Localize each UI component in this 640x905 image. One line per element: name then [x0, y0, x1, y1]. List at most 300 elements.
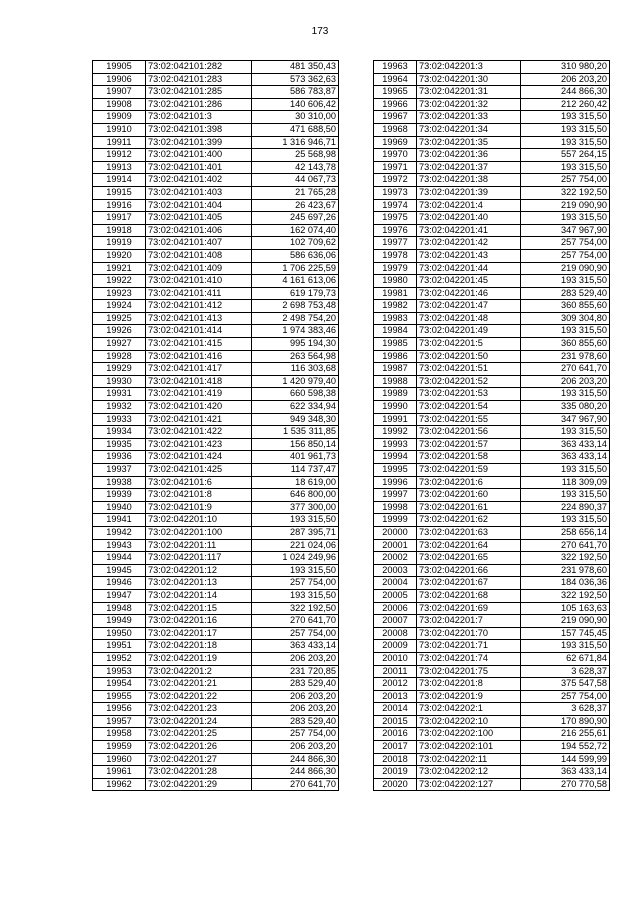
table-row: [374, 174, 610, 187]
table-row: [93, 640, 339, 653]
table-row: [93, 426, 339, 439]
cadastral-number: 73:02:042201:52: [417, 375, 521, 388]
cadastral-number: 73:02:042201:18: [146, 640, 252, 653]
table-row: [93, 464, 339, 477]
cadastral-number: 73:02:042201:15: [146, 602, 252, 615]
table-row: [374, 589, 610, 602]
table-row: [374, 401, 610, 414]
cadastral-value: 557 264,15: [521, 149, 610, 162]
cadastral-value: 1 420 979,40: [252, 375, 339, 388]
row-number: 19912: [93, 149, 146, 162]
cadastral-value: 257 754,00: [521, 237, 610, 250]
cadastral-number: 73:02:042201:11: [146, 539, 252, 552]
cadastral-value: 231 720,85: [252, 665, 339, 678]
cadastral-number: 73:02:042101:405: [146, 212, 252, 225]
cadastral-number: 73:02:042201:59: [417, 464, 521, 477]
cadastral-number: 73:02:042201:64: [417, 539, 521, 552]
table-row: [93, 388, 339, 401]
row-number: 19957: [93, 715, 146, 728]
table-row: [93, 778, 339, 791]
cadastral-number: 73:02:042201:60: [417, 489, 521, 502]
cadastral-number: 73:02:042201:41: [417, 224, 521, 237]
row-number: 19982: [374, 300, 417, 313]
cadastral-number: 73:02:042201:44: [417, 262, 521, 275]
row-number: 19927: [93, 338, 146, 351]
table-row: [93, 350, 339, 363]
row-number: 19935: [93, 438, 146, 451]
cadastral-number: 73:02:042201:67: [417, 577, 521, 590]
row-number: 19950: [93, 627, 146, 640]
cadastral-value: 1 706 225,59: [252, 262, 339, 275]
cadastral-value: 322 192,50: [521, 186, 610, 199]
cadastral-value: 206 203,20: [252, 741, 339, 754]
table-row: [374, 237, 610, 250]
row-number: 19923: [93, 287, 146, 300]
cadastral-number: 73:02:042101:406: [146, 224, 252, 237]
cadastral-value: 363 433,14: [252, 640, 339, 653]
table-row: [93, 199, 339, 212]
cadastral-number: 73:02:042201:54: [417, 401, 521, 414]
cadastral-number: 73:02:042201:12: [146, 564, 252, 577]
cadastral-number: 73:02:042201:71: [417, 640, 521, 653]
cadastral-value: 244 866,30: [521, 86, 610, 99]
row-number: 19971: [374, 161, 417, 174]
row-number: 19960: [93, 753, 146, 766]
table-row: [93, 212, 339, 225]
cadastral-value: 270 770,58: [521, 778, 610, 791]
cadastral-number: 73:02:042101:407: [146, 237, 252, 250]
row-number: 19937: [93, 464, 146, 477]
cadastral-value: 118 309,09: [521, 476, 610, 489]
cadastral-number: 73:02:042201:75: [417, 665, 521, 678]
cadastral-value: 2 698 753,48: [252, 300, 339, 313]
row-number: 19983: [374, 312, 417, 325]
cadastral-number: 73:02:042201:25: [146, 728, 252, 741]
row-number: 19919: [93, 237, 146, 250]
cadastral-value: 219 090,90: [521, 262, 610, 275]
row-number: 19959: [93, 741, 146, 754]
cadastral-number: 73:02:042201:38: [417, 174, 521, 187]
cadastral-value: 206 203,20: [521, 73, 610, 86]
cadastral-number: 73:02:042101:425: [146, 464, 252, 477]
table-row: [93, 401, 339, 414]
row-number: 19967: [374, 111, 417, 124]
cadastral-value: 322 192,50: [521, 589, 610, 602]
row-number: 19913: [93, 161, 146, 174]
cadastral-number: 73:02:042201:62: [417, 514, 521, 527]
row-number: 19990: [374, 401, 417, 414]
table-row: [93, 300, 339, 313]
cadastral-value: 244 866,30: [252, 753, 339, 766]
row-number: 19920: [93, 249, 146, 262]
row-number: 19907: [93, 86, 146, 99]
cadastral-number: 73:02:042101:400: [146, 149, 252, 162]
row-number: 20019: [374, 766, 417, 779]
table-row: [93, 111, 339, 124]
cadastral-value: 21 765,28: [252, 186, 339, 199]
table-row: [374, 489, 610, 502]
cadastral-value: 586 783,87: [252, 86, 339, 99]
cadastral-number: 73:02:042201:26: [146, 741, 252, 754]
row-number: 20017: [374, 741, 417, 754]
table-row: [374, 224, 610, 237]
cadastral-value: 102 709,62: [252, 237, 339, 250]
table-row: [374, 766, 610, 779]
row-number: 19905: [93, 61, 146, 74]
cadastral-value: 116 303,68: [252, 363, 339, 376]
cadastral-value: 270 641,70: [252, 778, 339, 791]
cadastral-number: 73:02:042201:19: [146, 652, 252, 665]
cadastral-number: 73:02:042201:14: [146, 589, 252, 602]
row-number: 19947: [93, 589, 146, 602]
cadastral-value: 193 315,50: [521, 388, 610, 401]
cadastral-value: 309 304,80: [521, 312, 610, 325]
row-number: 19955: [93, 690, 146, 703]
table-row: [93, 73, 339, 86]
table-row: [374, 413, 610, 426]
table-row: [374, 564, 610, 577]
cadastral-number: 73:02:042101:409: [146, 262, 252, 275]
cadastral-value: 4 161 613,06: [252, 275, 339, 288]
cadastral-value: 622 334,94: [252, 401, 339, 414]
row-number: 19973: [374, 186, 417, 199]
cadastral-value: 1 316 946,71: [252, 136, 339, 149]
table-row: [374, 363, 610, 376]
cadastral-number: 73:02:042202:12: [417, 766, 521, 779]
cadastral-number: 73:02:042201:40: [417, 212, 521, 225]
cadastral-number: 73:02:042201:56: [417, 426, 521, 439]
cadastral-number: 73:02:042201:9: [417, 690, 521, 703]
table-row: [374, 665, 610, 678]
table-row: [93, 325, 339, 338]
row-number: 20015: [374, 715, 417, 728]
table-row: [374, 325, 610, 338]
row-number: 19929: [93, 363, 146, 376]
cadastral-value: 206 203,20: [252, 652, 339, 665]
table-row: [374, 388, 610, 401]
table-row: [374, 741, 610, 754]
cadastral-value: 193 315,50: [521, 514, 610, 527]
table-row: [374, 338, 610, 351]
cadastral-value: 140 606,42: [252, 98, 339, 111]
cadastral-value: 221 024,06: [252, 539, 339, 552]
cadastral-value: 360 855,60: [521, 300, 610, 313]
cadastral-number: 73:02:042201:13: [146, 577, 252, 590]
row-number: 19916: [93, 199, 146, 212]
cadastral-number: 73:02:042202:127: [417, 778, 521, 791]
row-number: 19936: [93, 451, 146, 464]
row-number: 19909: [93, 111, 146, 124]
row-number: 19938: [93, 476, 146, 489]
cadastral-value: 1 535 311,85: [252, 426, 339, 439]
table-row: [93, 703, 339, 716]
cadastral-number: 73:02:042201:6: [417, 476, 521, 489]
cadastral-value: 193 315,50: [521, 325, 610, 338]
table-row: [93, 690, 339, 703]
table-row: [93, 665, 339, 678]
table-row: [374, 703, 610, 716]
cadastral-number: 73:02:042201:36: [417, 149, 521, 162]
cadastral-value: 231 978,60: [521, 564, 610, 577]
cadastral-value: 184 036,36: [521, 577, 610, 590]
row-number: 19968: [374, 123, 417, 136]
row-number: 20010: [374, 652, 417, 665]
cadastral-number: 73:02:042201:23: [146, 703, 252, 716]
cadastral-value: 1 974 383,46: [252, 325, 339, 338]
cadastral-number: 73:02:042101:413: [146, 312, 252, 325]
table-row: [374, 640, 610, 653]
cadastral-value: 586 636,06: [252, 249, 339, 262]
row-number: 19906: [93, 73, 146, 86]
row-number: 19997: [374, 489, 417, 502]
cadastral-value: 360 855,60: [521, 338, 610, 351]
cadastral-number: 73:02:042201:33: [417, 111, 521, 124]
row-number: 19915: [93, 186, 146, 199]
cadastral-number: 73:02:042101:417: [146, 363, 252, 376]
cadastral-number: 73:02:042101:423: [146, 438, 252, 451]
table-row: [93, 86, 339, 99]
cadastral-value: 3 628,37: [521, 703, 610, 716]
cadastral-number: 73:02:042101:403: [146, 186, 252, 199]
cadastral-value: 193 315,50: [521, 136, 610, 149]
cadastral-number: 73:02:042101:402: [146, 174, 252, 187]
cadastral-number: 73:02:042201:21: [146, 678, 252, 691]
cadastral-number: 73:02:042101:8: [146, 489, 252, 502]
row-number: 19975: [374, 212, 417, 225]
table-row: [93, 652, 339, 665]
row-number: 19962: [93, 778, 146, 791]
row-number: 20013: [374, 690, 417, 703]
table-row: [93, 438, 339, 451]
cadastral-value: 212 260,42: [521, 98, 610, 111]
table-row: [93, 413, 339, 426]
cadastral-number: 73:02:042101:282: [146, 61, 252, 74]
cadastral-value: 401 961,73: [252, 451, 339, 464]
table-row: [93, 275, 339, 288]
table-row: [374, 438, 610, 451]
table-row: [374, 375, 610, 388]
table-row: [93, 287, 339, 300]
cadastral-number: 73:02:042101:285: [146, 86, 252, 99]
cadastral-number: 73:02:042202:10: [417, 715, 521, 728]
cadastral-value: 283 529,40: [521, 287, 610, 300]
row-number: 19956: [93, 703, 146, 716]
row-number: 20000: [374, 526, 417, 539]
cadastral-value: 270 641,70: [521, 539, 610, 552]
cadastral-number: 73:02:042101:9: [146, 501, 252, 514]
table-row: [374, 161, 610, 174]
table-row: [374, 149, 610, 162]
table-row: [374, 526, 610, 539]
row-number: 20008: [374, 627, 417, 640]
table-row: [93, 741, 339, 754]
cadastral-value: 257 754,00: [521, 249, 610, 262]
cadastral-number: 73:02:042101:419: [146, 388, 252, 401]
cadastral-number: 73:02:042201:8: [417, 678, 521, 691]
cadastral-number: 73:02:042201:7: [417, 615, 521, 628]
cadastral-value: 157 745,45: [521, 627, 610, 640]
table-row: [93, 552, 339, 565]
row-number: 19925: [93, 312, 146, 325]
row-number: 19942: [93, 526, 146, 539]
cadastral-value: 206 203,20: [252, 690, 339, 703]
cadastral-value: 2 498 754,20: [252, 312, 339, 325]
cadastral-value: 144 599,99: [521, 753, 610, 766]
cadastral-value: 471 688,50: [252, 123, 339, 136]
table-row: [93, 174, 339, 187]
cadastral-value: 646 800,00: [252, 489, 339, 502]
table-row: [93, 98, 339, 111]
cadastral-value: 270 641,70: [252, 615, 339, 628]
row-number: 20007: [374, 615, 417, 628]
table-row: [374, 552, 610, 565]
cadastral-number: 73:02:042101:283: [146, 73, 252, 86]
cadastral-value: 193 315,50: [521, 464, 610, 477]
table-row: [93, 715, 339, 728]
table-row: [374, 350, 610, 363]
cadastral-value: 219 090,90: [521, 199, 610, 212]
cadastral-value: 263 564,98: [252, 350, 339, 363]
cadastral-value: 481 350,43: [252, 61, 339, 74]
cadastral-number: 73:02:042201:51: [417, 363, 521, 376]
row-number: 19966: [374, 98, 417, 111]
row-number: 20009: [374, 640, 417, 653]
table-row: [374, 602, 610, 615]
cadastral-value: 114 737,47: [252, 464, 339, 477]
row-number: 19970: [374, 149, 417, 162]
cadastral-number: 73:02:042201:43: [417, 249, 521, 262]
table-row: [93, 338, 339, 351]
row-number: 19977: [374, 237, 417, 250]
row-number: 20003: [374, 564, 417, 577]
cadastral-number: 73:02:042201:3: [417, 61, 521, 74]
row-number: 19908: [93, 98, 146, 111]
cadastral-value: 30 310,00: [252, 111, 339, 124]
cadastral-value: 257 754,00: [521, 174, 610, 187]
row-number: 19911: [93, 136, 146, 149]
row-number: 19961: [93, 766, 146, 779]
cadastral-value: 363 433,14: [521, 766, 610, 779]
row-number: 19951: [93, 640, 146, 653]
row-number: 20011: [374, 665, 417, 678]
table-row: [374, 577, 610, 590]
table-row: [93, 589, 339, 602]
row-number: 20004: [374, 577, 417, 590]
cadastral-number: 73:02:042201:34: [417, 123, 521, 136]
cadastral-number: 73:02:042101:414: [146, 325, 252, 338]
cadastral-number: 73:02:042101:420: [146, 401, 252, 414]
row-number: 19948: [93, 602, 146, 615]
table-row: [374, 501, 610, 514]
row-number: 19991: [374, 413, 417, 426]
row-number: 19949: [93, 615, 146, 628]
row-number: 19932: [93, 401, 146, 414]
table-row: [374, 476, 610, 489]
table-row: [93, 564, 339, 577]
cadastral-number: 73:02:042201:65: [417, 552, 521, 565]
cadastral-number: 73:02:042201:10: [146, 514, 252, 527]
table-row: [374, 249, 610, 262]
table-row: [374, 464, 610, 477]
table-row: [93, 602, 339, 615]
cadastral-value: 42 143,78: [252, 161, 339, 174]
page-number: 173: [311, 26, 329, 37]
table-row: [374, 212, 610, 225]
row-number: 19964: [374, 73, 417, 86]
table-row: [93, 615, 339, 628]
cadastral-value: 322 192,50: [252, 602, 339, 615]
cadastral-value: 193 315,50: [252, 514, 339, 527]
cadastral-number: 73:02:042202:1: [417, 703, 521, 716]
cadastral-number: 73:02:042201:70: [417, 627, 521, 640]
cadastral-number: 73:02:042201:37: [417, 161, 521, 174]
cadastral-value: 18 619,00: [252, 476, 339, 489]
cadastral-value: 193 315,50: [521, 489, 610, 502]
cadastral-value: 62 671,84: [521, 652, 610, 665]
cadastral-value: 44 067,73: [252, 174, 339, 187]
cadastral-number: 73:02:042201:4: [417, 199, 521, 212]
cadastral-number: 73:02:042201:22: [146, 690, 252, 703]
row-number: 19976: [374, 224, 417, 237]
cadastral-value: 193 315,50: [521, 212, 610, 225]
cadastral-number: 73:02:042101:412: [146, 300, 252, 313]
cadastral-number: 73:02:042101:411: [146, 287, 252, 300]
row-number: 19930: [93, 375, 146, 388]
cadastral-number: 73:02:042202:101: [417, 741, 521, 754]
table-row: [93, 363, 339, 376]
cadastral-number: 73:02:042201:28: [146, 766, 252, 779]
cadastral-number: 73:02:042201:57: [417, 438, 521, 451]
row-number: 19978: [374, 249, 417, 262]
table-row: [374, 451, 610, 464]
cadastral-value: 231 978,60: [521, 350, 610, 363]
table-row: [93, 501, 339, 514]
cadastral-number: 73:02:042101:408: [146, 249, 252, 262]
cadastral-value: 258 656,14: [521, 526, 610, 539]
cadastral-value: 193 315,50: [252, 589, 339, 602]
cadastral-value: 193 315,50: [521, 275, 610, 288]
row-number: 19988: [374, 375, 417, 388]
row-number: 19943: [93, 539, 146, 552]
table-row: [374, 199, 610, 212]
table-row: [93, 224, 339, 237]
cadastral-value: 270 641,70: [521, 363, 610, 376]
row-number: 19918: [93, 224, 146, 237]
cadastral-number: 73:02:042201:39: [417, 186, 521, 199]
row-number: 19922: [93, 275, 146, 288]
row-number: 19958: [93, 728, 146, 741]
cadastral-number: 73:02:042101:421: [146, 413, 252, 426]
row-number: 19928: [93, 350, 146, 363]
cadastral-number: 73:02:042201:47: [417, 300, 521, 313]
cadastral-value: 1 024 249,96: [252, 552, 339, 565]
cadastral-number: 73:02:042201:24: [146, 715, 252, 728]
cadastral-number: 73:02:042202:11: [417, 753, 521, 766]
table-row: [93, 766, 339, 779]
row-number: 19944: [93, 552, 146, 565]
table-row: [93, 61, 339, 74]
cadastral-value: 347 967,90: [521, 224, 610, 237]
table-row: [93, 514, 339, 527]
cadastral-number: 73:02:042201:53: [417, 388, 521, 401]
cadastral-number: 73:02:042201:16: [146, 615, 252, 628]
cadastral-number: 73:02:042201:61: [417, 501, 521, 514]
table-row: [93, 539, 339, 552]
cadastral-number: 73:02:042201:74: [417, 652, 521, 665]
row-number: 20001: [374, 539, 417, 552]
table-row: [374, 652, 610, 665]
table-row: [374, 287, 610, 300]
